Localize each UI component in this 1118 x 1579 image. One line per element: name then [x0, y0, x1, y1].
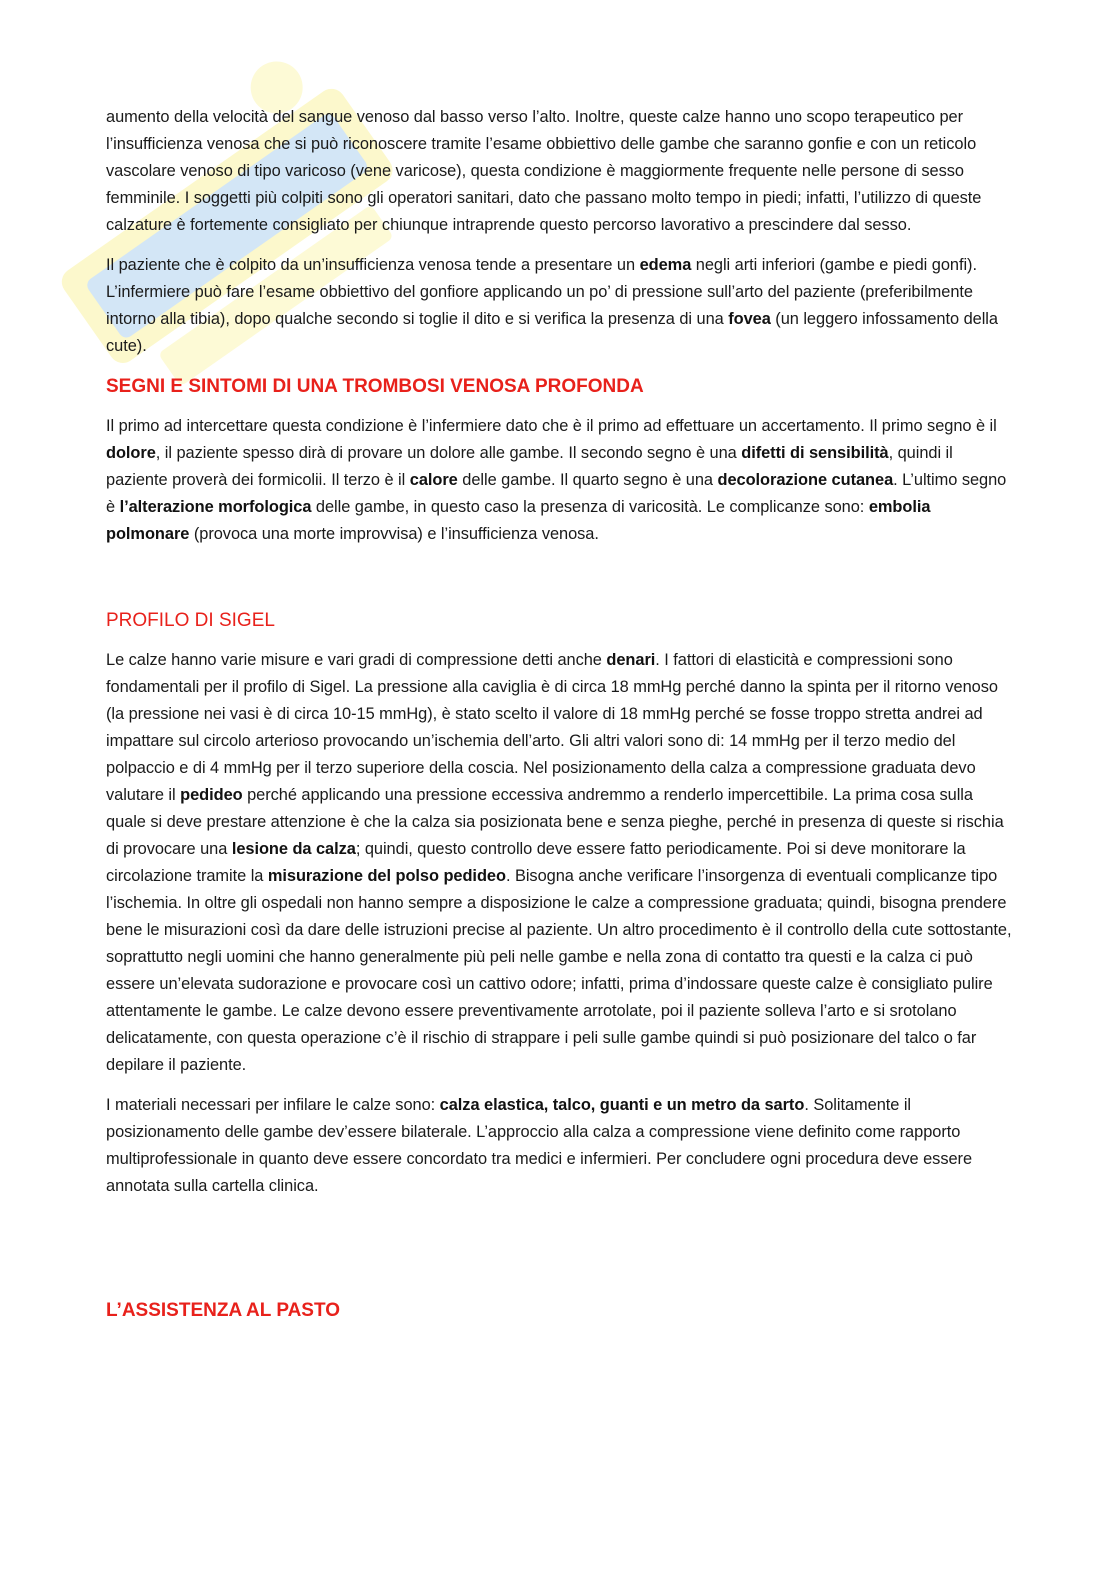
- bold-term: denari: [606, 651, 656, 669]
- bold-term: calza elastica, talco, guanti e un metro da sarto: [439, 1096, 805, 1114]
- bold-term: difetti di sensibilità: [741, 444, 889, 462]
- bold-term: lesione da calza: [231, 840, 356, 858]
- section-title-sigel: PROFILO DI SIGEL: [106, 610, 275, 631]
- text-run: , il paziente spesso dirà di provare un dolore alle gambe. Il secondo segno è una: [155, 444, 742, 462]
- text-run: perché applicando una pressione eccessiva andremmo a renderlo impercettibile. La prima cosa sulla quale si deve prestare attenzione è che la calza sia posizionata bene e senza pieghe, perché in presenza di queste si rischia di provocare una: [106, 786, 1004, 858]
- intro-paragraph-1: aumento della velocità del sangue venoso dal basso verso l’alto. Inoltre, queste calze hanno uno scopo terapeutico per l’insufficienza venosa che si può riconoscere tramite l’esame obbiettivo delle gambe che saranno gonfie e con un reticolo vascolare venoso di tipo varicoso (vene varicose), questa condizione è maggiormente frequente nelle persone di sesso femminile. I soggetti più colpiti sono gli operatori sanitari, dato che passano molto tempo in piedi; infatti, l’utilizzo di queste calzature è fortemente consigliato per chiunque intraprende questo percorso lavorativo a prescindere dal sesso.: [106, 108, 982, 234]
- text-run: Il paziente che è colpito da un’insufficienza venosa tende a presentare un: [106, 256, 640, 274]
- document-content: [106, 104, 1012, 1337]
- bold-term: embolia polmonare: [106, 498, 931, 543]
- text-run: . I fattori di elasticità e compressioni sono fondamentali per il profilo di Sigel. La pressione alla caviglia è di circa 18 mmHg perché danno la spinta per il ritorno venoso (la pressione nei vasi è di circa 10-15 mmHg), è stato scelto il valore di 18 mmHg perché se fosse troppo stretta andrei ad impattare sul circolo arterioso provocando un’ischemia dell’arto. Gli altri valori sono di: 14 mmHg per il terzo medio del polpaccio e di 4 mmHg per il terzo superiore della coscia. Nel posizionamento della calza a compressione graduata devo valutare il: [106, 651, 998, 804]
- text-run: I materiali necessari per infilare le calze sono:: [106, 1096, 440, 1114]
- spacer: [106, 1213, 1012, 1297]
- bold-term: misurazione del polso pedideo: [267, 867, 506, 885]
- text-run: (provoca una morte improvvisa) e l’insufficienza venosa.: [189, 525, 599, 543]
- text-run: , quindi il paziente proverà dei formicolii. Il terzo è il: [106, 444, 953, 489]
- section-title-pasto: L’ASSISTENZA AL PASTO: [106, 1300, 341, 1321]
- text-run: Il primo ad intercettare questa condizione è l’infermiere dato che è il primo ad effettuare un accertamento. Il primo segno è il: [106, 417, 997, 435]
- bold-term-edema: edema: [639, 256, 692, 274]
- text-run: . Solitamente il posizionamento delle gambe dev’essere bilaterale. L’approccio alla calza a compressione viene definito come rapporto multiprofessionale in quanto deve essere concordato tra medici e infermieri. Per concludere ogni procedura deve essere annotata sulla cartella clinica.: [106, 1096, 973, 1195]
- text-run: . Bisogna anche verificare l’insorgenza di eventuali complicanze tipo l’ischemia. In oltre gli ospedali non hanno sempre a disposizione le calze a compressione graduata; quindi, bisogna prendere bene le misurazioni così da dare delle istruzioni precise al paziente. Un altro procedimento è il controllo della cute sottostante, soprattutto negli uomini che hanno generalmente più peli nelle gambe e nella zona di contatto tra questi e la calza ci può essere un’elevata sudorazione e provocare così un cattivo odore; infatti, prima d’indossare queste calze è consigliato pulire attentamente le gambe. Le calze devono essere preventivamente arrotolate, poi il paziente solleva l’arto e si srotolano delicatamente, con questa operazione c’è il rischio di strappare i peli sulle gambe quindi si può posizionare del talco o far depilare il paziente.: [106, 867, 1012, 1074]
- intro-paragraph-2: [106, 252, 1012, 360]
- text-run: ; quindi, questo controllo deve essere fatto periodicamente. Poi si deve monitorare la circolazione tramite la: [106, 840, 966, 885]
- text-run: negli arti inferiori (gambe e piedi gonfi). L’infermiere può fare l’esame obbiettivo del gonfiore applicando un po’ di pressione sull’arto del paziente (preferibilmente intorno alla tibia), dopo qualche secondo si toglie il dito e si verifica la presenza di una: [106, 256, 977, 328]
- bold-term: pedideo: [180, 786, 243, 804]
- text-run: . L’ultimo segno è: [106, 471, 1007, 516]
- text-run: Le calze hanno varie misure e vari gradi di compressione detti anche: [106, 651, 607, 669]
- trombosi-paragraph: [106, 413, 1012, 548]
- bold-term-fovea: fovea: [728, 310, 771, 328]
- section-title-trombosi: SEGNI E SINTOMI DI UNA TROMBOSI VENOSA PROFONDA: [106, 376, 644, 397]
- sigel-paragraph-1: [106, 647, 1012, 1079]
- text-run: (un leggero infossamento della cute).: [106, 310, 998, 355]
- bold-term: dolore: [106, 444, 156, 462]
- bold-term: l’alterazione morfologica: [119, 498, 312, 516]
- text-run: delle gambe, in questo caso la presenza di varicosità. Le complicanze sono:: [311, 498, 869, 516]
- bold-term: decolorazione cutanea: [717, 471, 894, 489]
- bold-term: calore: [409, 471, 458, 489]
- spacer: [106, 561, 1012, 607]
- text-run: delle gambe. Il quarto segno è una: [457, 471, 718, 489]
- sigel-paragraph-2: [106, 1092, 1012, 1200]
